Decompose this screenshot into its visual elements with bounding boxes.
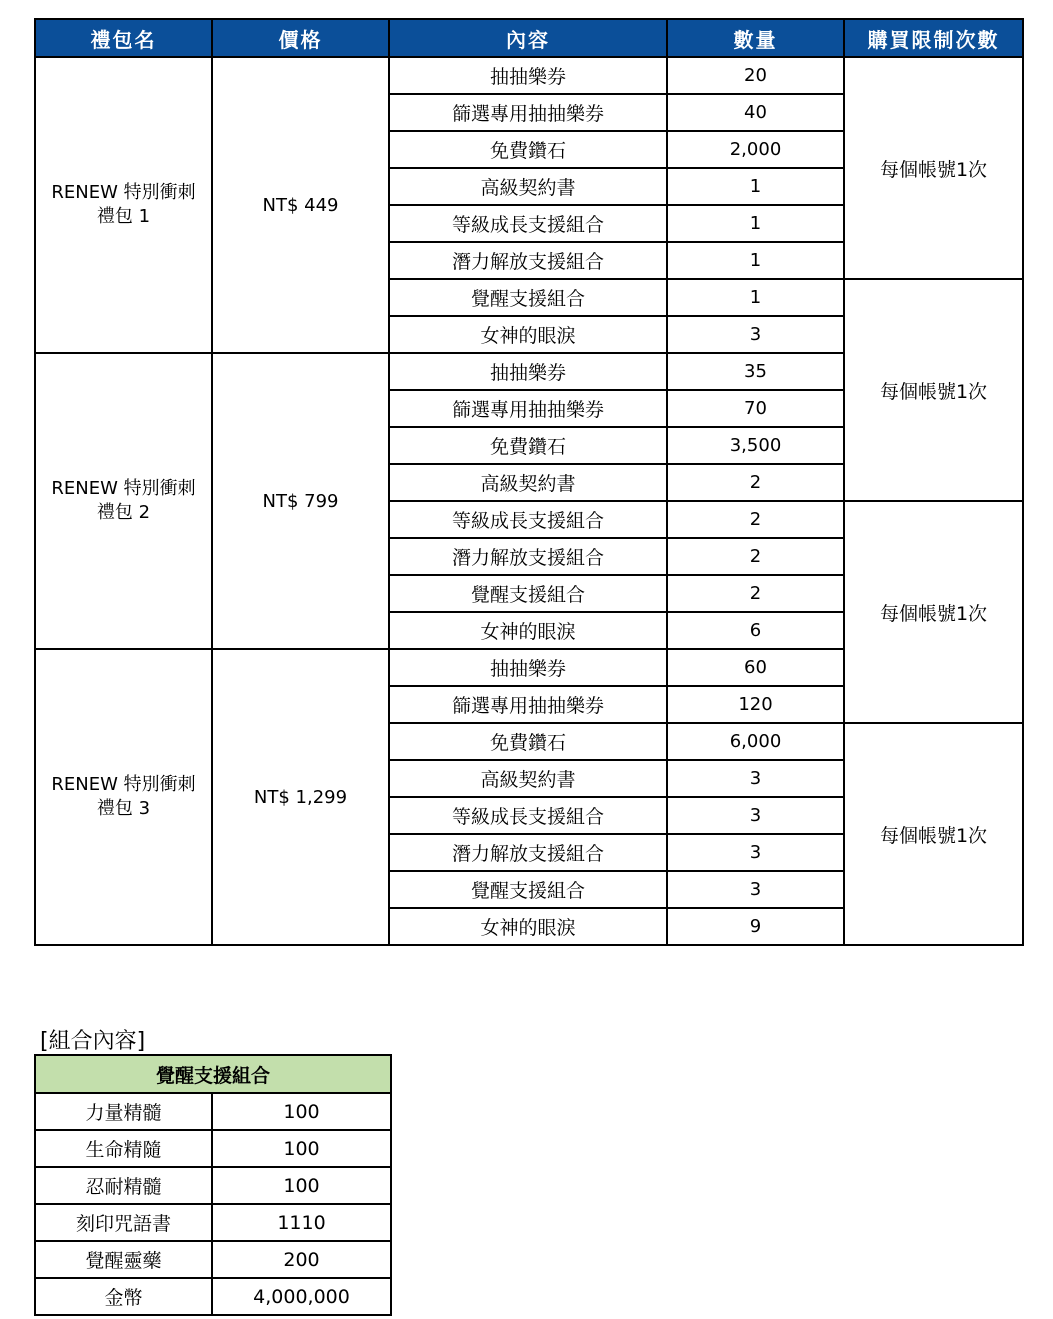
- combo-title: 覺醒支援組合: [35, 1055, 391, 1093]
- pack-price-cell: [212, 353, 389, 649]
- combo-item-quantity: 1110: [212, 1204, 391, 1241]
- item-name: 潛力解放支援組合: [389, 538, 667, 575]
- item-name: 抽抽樂券: [389, 649, 667, 686]
- item-quantity: 2: [667, 575, 844, 612]
- item-name: 免費鑽石: [389, 131, 667, 168]
- item-quantity: 35: [667, 353, 844, 390]
- table-row: [35, 1278, 391, 1315]
- item-quantity: 3,500: [667, 427, 844, 464]
- table-row: [35, 1167, 391, 1204]
- pack-table: [34, 18, 1024, 946]
- item-name: 女神的眼淚: [389, 612, 667, 649]
- item-quantity: 3: [667, 834, 844, 871]
- pack-name: RENEW 特別衝刺 禮包 1: [51, 182, 196, 227]
- item-name: 覺醒支援組合: [389, 871, 667, 908]
- limit-cell: 每個帳號1次: [844, 723, 1023, 945]
- item-name: 免費鑽石: [389, 427, 667, 464]
- combo-table: [34, 1054, 392, 1316]
- combo-item-name: 力量精髓: [35, 1093, 212, 1130]
- item-name: 抽抽樂券: [389, 57, 667, 94]
- item-quantity: 3: [667, 760, 844, 797]
- item-quantity: 1: [667, 242, 844, 279]
- pack-name-cell: [35, 649, 212, 945]
- item-name: 高級契約書: [389, 464, 667, 501]
- limit-cell: 每個帳號1次: [844, 501, 1023, 723]
- item-name: 篩選專用抽抽樂券: [389, 94, 667, 131]
- table-row: [35, 1204, 391, 1241]
- header-content: 內容: [389, 19, 667, 57]
- header-price: 價格: [212, 19, 389, 57]
- header-pack-name: 禮包名: [35, 19, 212, 57]
- item-name: 等級成長支援組合: [389, 797, 667, 834]
- item-quantity: 1: [667, 168, 844, 205]
- item-name: 潛力解放支援組合: [389, 834, 667, 871]
- item-name: 篩選專用抽抽樂券: [389, 390, 667, 427]
- header-quantity: 數量: [667, 19, 844, 57]
- item-quantity: 70: [667, 390, 844, 427]
- header-row: [35, 19, 1023, 57]
- pack-price-cell: [212, 649, 389, 945]
- pack-price: NT$ 449: [262, 194, 339, 216]
- item-name: 高級契約書: [389, 168, 667, 205]
- item-quantity: 40: [667, 94, 844, 131]
- item-quantity: 1: [667, 279, 844, 316]
- item-name: 等級成長支援組合: [389, 205, 667, 242]
- item-quantity: 60: [667, 649, 844, 686]
- limit-cell: 每個帳號1次: [844, 279, 1023, 501]
- item-name: 篩選專用抽抽樂券: [389, 686, 667, 723]
- combo-item-name: 忍耐精髓: [35, 1167, 212, 1204]
- item-name: 抽抽樂券: [389, 353, 667, 390]
- item-name: 免費鑽石: [389, 723, 667, 760]
- combo-item-name: 生命精隨: [35, 1130, 212, 1167]
- table-row: [35, 1130, 391, 1167]
- item-quantity: 2: [667, 538, 844, 575]
- pack-name: RENEW 特別衝刺 禮包 3: [51, 774, 196, 819]
- item-quantity: 6: [667, 612, 844, 649]
- item-name: 高級契約書: [389, 760, 667, 797]
- item-name: 等級成長支援組合: [389, 501, 667, 538]
- item-name: 潛力解放支援組合: [389, 242, 667, 279]
- item-quantity: 2,000: [667, 131, 844, 168]
- item-name: 女神的眼淚: [389, 908, 667, 945]
- item-quantity: 2: [667, 464, 844, 501]
- combo-item-quantity: 100: [212, 1093, 391, 1130]
- item-name: 女神的眼淚: [389, 316, 667, 353]
- item-quantity: 9: [667, 908, 844, 945]
- combo-item-quantity: 100: [212, 1167, 391, 1204]
- pack-price: NT$ 1,299: [253, 786, 348, 808]
- header-purchase-limit: 購買限制次數: [844, 19, 1023, 57]
- pack-price: NT$ 799: [262, 490, 339, 512]
- combo-item-quantity: 100: [212, 1130, 391, 1167]
- limit-cell: 每個帳號1次: [844, 57, 1023, 279]
- item-quantity: 3: [667, 316, 844, 353]
- item-quantity: 3: [667, 871, 844, 908]
- combo-caption: [組合內容]: [40, 1029, 146, 1054]
- pack-name-cell: [35, 353, 212, 649]
- pack-name-cell: [35, 57, 212, 353]
- pack-price-cell: [212, 57, 389, 353]
- combo-item-quantity: 4,000,000: [212, 1278, 391, 1315]
- item-quantity: 120: [667, 686, 844, 723]
- combo-item-name: 覺醒靈藥: [35, 1241, 212, 1278]
- combo-item-name: 刻印咒語書: [35, 1204, 212, 1241]
- pack-name: RENEW 特別衝刺 禮包 2: [51, 478, 196, 523]
- item-name: 覺醒支援組合: [389, 279, 667, 316]
- combo-item-name: 金幣: [35, 1278, 212, 1315]
- item-name: 覺醒支援組合: [389, 575, 667, 612]
- table-row: [35, 57, 1023, 94]
- item-quantity: 20: [667, 57, 844, 94]
- table-row: [35, 1241, 391, 1278]
- combo-header-row: [35, 1055, 391, 1093]
- item-quantity: 3: [667, 797, 844, 834]
- item-quantity: 2: [667, 501, 844, 538]
- item-quantity: 6,000: [667, 723, 844, 760]
- table-row: [35, 1093, 391, 1130]
- combo-item-quantity: 200: [212, 1241, 391, 1278]
- item-quantity: 1: [667, 205, 844, 242]
